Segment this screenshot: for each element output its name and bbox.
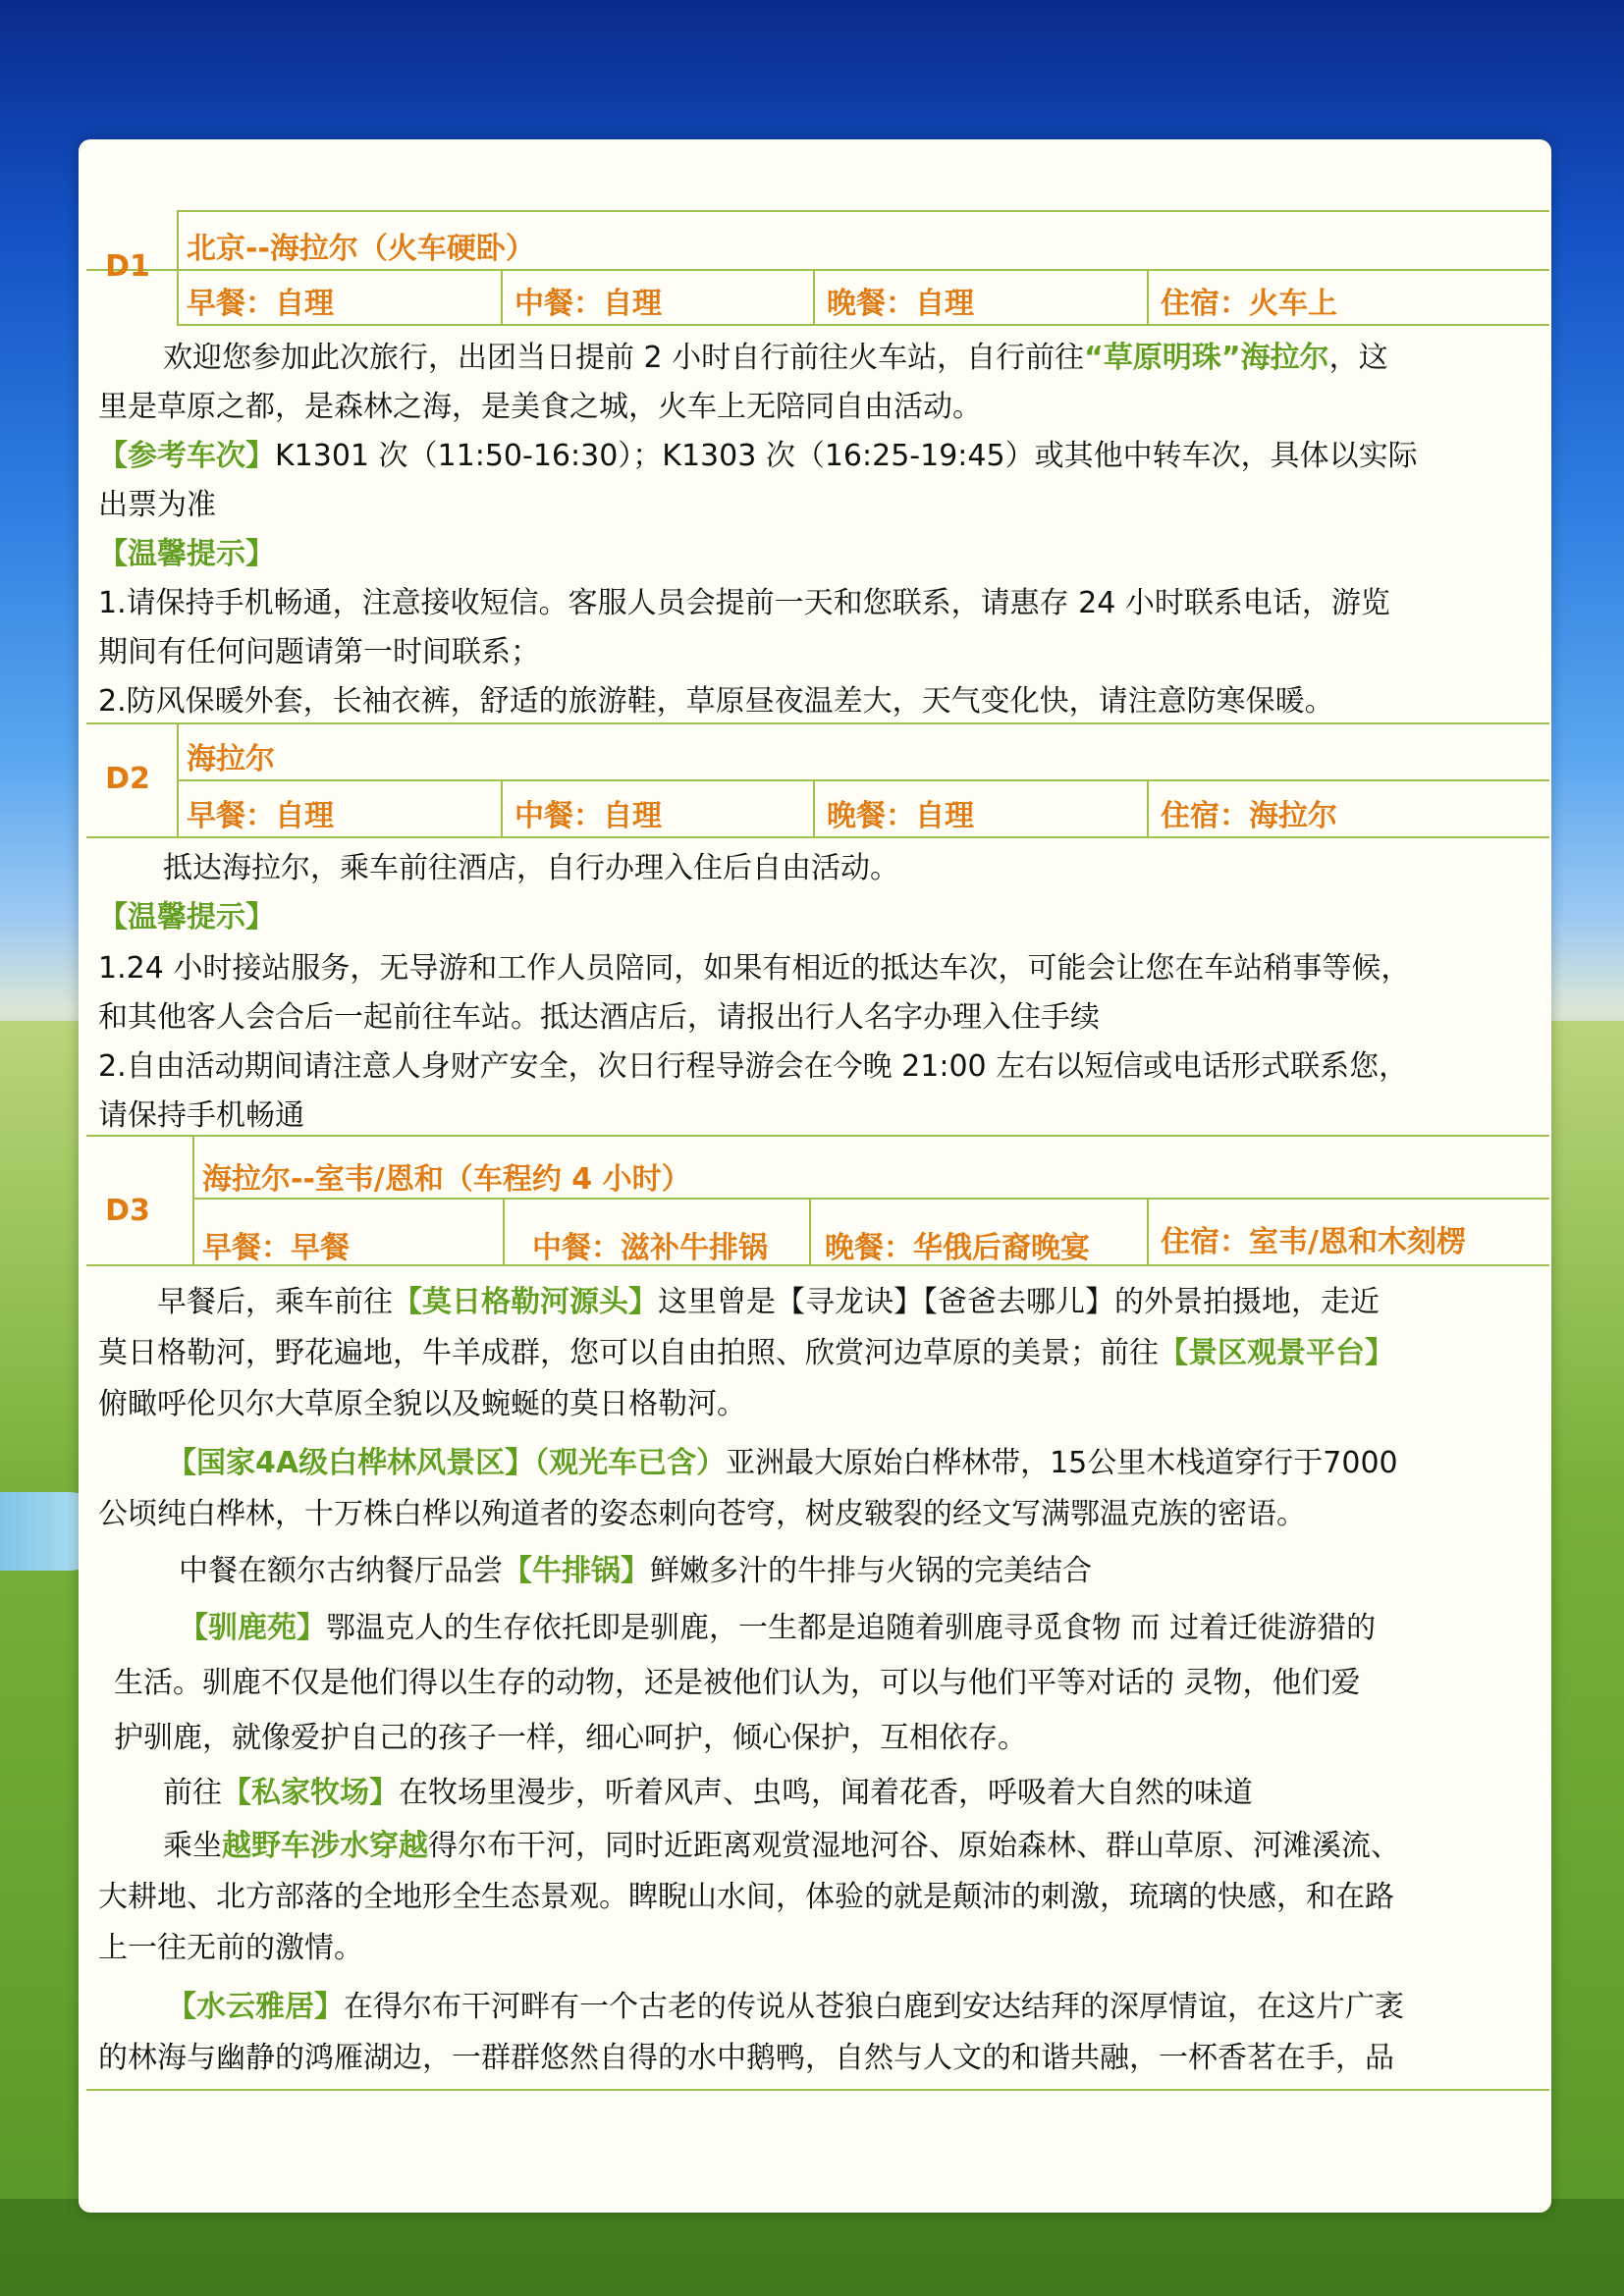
rule (503, 1198, 505, 1266)
dinner-info: 晚餐：华俄后裔晚宴 (825, 1231, 1090, 1265)
day-title: 北京--海拉尔（火车硬卧） (187, 232, 535, 266)
breakfast-info: 早餐：自理 (187, 287, 334, 321)
train-tag: 【参考车次】 (98, 439, 275, 473)
rule (813, 779, 815, 838)
activity-paragraph: 早餐后，乘车前往【莫日格勒河源头】这里曾是【寻龙诀】【爸爸去哪儿】的外景拍摄地，走近 (157, 1285, 1380, 1319)
dinner-info: 晚餐：自理 (827, 799, 974, 833)
highlight: 【莫日格勒河源头】 (393, 1285, 658, 1319)
rule (177, 210, 1549, 212)
tip-item: 2.自由活动期间请注意人身财产安全，次日行程导游会在今晚 21:00 左右以短信或电话形式联系您， (98, 1049, 1409, 1084)
rule (809, 1198, 811, 1266)
day-label: D3 (105, 1194, 150, 1228)
rule (86, 722, 1549, 724)
activity-paragraph: 上一往无前的激情。 (98, 1931, 363, 1965)
tip-item: 期间有任何问题请第一时间联系； (98, 635, 540, 669)
lodging-info: 住宿：火车上 (1161, 287, 1337, 321)
tip-item: 请保持手机畅通 (98, 1098, 304, 1133)
intro-paragraph: 抵达海拉尔，乘车前往酒店，自行办理入住后自由活动。 (163, 851, 899, 885)
train-info: 出票为准 (98, 488, 216, 522)
highlight: 【牛排锅】 (503, 1554, 650, 1588)
activity-paragraph: 生活。驯鹿不仅是他们得以生存的动物，还是被他们认为，可以与他们平等对话的 灵物，他们爱 (114, 1666, 1361, 1700)
rule (177, 210, 179, 326)
activity-paragraph: 护驯鹿，就像爱护自己的孩子一样，细心呵护，倾心保护，互相依存。 (114, 1721, 1027, 1755)
rule (192, 1135, 194, 1266)
lodging-info: 住宿：室韦/恩和木刻楞 (1161, 1225, 1466, 1259)
highlight: 【私家牧场】 (222, 1776, 399, 1810)
rule (177, 324, 1549, 326)
tip-item: 1.请保持手机畅通，注意接收短信。客服人员会提前一天和您联系，请惠存 24 小时联系电话，游览 (98, 586, 1390, 620)
tip-item: 1.24 小时接站服务，无导游和工作人员陪同，如果有相近的抵达车次，可能会让您在车站稍事等候， (98, 951, 1411, 986)
rule (86, 269, 1549, 271)
highlight: 【驯鹿苑】 (179, 1611, 326, 1645)
rule (501, 269, 503, 326)
highlight: “草原明珠”海拉尔 (1084, 341, 1329, 375)
rule (177, 722, 179, 838)
rule (813, 269, 815, 326)
tips-heading: 【温馨提示】 (98, 900, 275, 934)
dinner-info: 晚餐：自理 (827, 287, 974, 321)
highlight: 【国家4A级白桦林风景区】（观光车已含） (167, 1446, 727, 1480)
rule (86, 1135, 1549, 1137)
activity-paragraph: 乘坐越野车涉水穿越得尔布干河，同时近距离观赏湿地河谷、原始森林、群山草原、河滩溪流、 (163, 1829, 1400, 1863)
activity-paragraph: 【国家4A级白桦林风景区】（观光车已含）亚洲最大原始白桦林带，15公里木栈道穿行于7000 (167, 1446, 1398, 1480)
rule (86, 2089, 1549, 2091)
lunch-info: 中餐：自理 (514, 799, 662, 833)
day-title: 海拉尔 (187, 742, 275, 776)
tip-item: 和其他客人会合后一起前往车站。抵达酒店后，请报出行人名字办理入住手续 (98, 1000, 1100, 1035)
tips-heading: 【温馨提示】 (98, 537, 275, 571)
rule (501, 779, 503, 838)
highlight: 【景区观景平台】 (1159, 1336, 1394, 1370)
rule (177, 779, 1549, 781)
breakfast-info: 早餐：早餐 (202, 1231, 350, 1265)
activity-paragraph: 【驯鹿苑】鄂温克人的生存依托即是驯鹿，一生都是追随着驯鹿寻觅食物 而 过着迁徙游猎的 (179, 1611, 1377, 1645)
grassland-background-left (0, 1021, 88, 2199)
intro-paragraph: 里是草原之都，是森林之海，是美食之城，火车上无陪同自由活动。 (98, 390, 982, 424)
activity-paragraph: 俯瞰呼伦贝尔大草原全貌以及蜿蜒的莫日格勒河。 (98, 1387, 746, 1421)
rule (1147, 779, 1149, 838)
tip-item: 2.防风保暖外套，长袖衣裤，舒适的旅游鞋，草原昼夜温差大，天气变化快，请注意防寒保暖。 (98, 684, 1334, 719)
rule (1147, 269, 1149, 326)
highlight: 越野车涉水穿越 (222, 1829, 428, 1863)
activity-paragraph: 的林海与幽静的鸿雁湖边，一群群悠然自得的水中鹅鸭，自然与人文的和谐共融，一杯香茗在手，品 (98, 2041, 1394, 2075)
activity-paragraph: 前往【私家牧场】在牧场里漫步，听着风声、虫鸣，闻着花香，呼吸着大自然的味道 (163, 1776, 1253, 1810)
rule (192, 1198, 1549, 1200)
rule (86, 836, 1549, 838)
intro-paragraph: 欢迎您参加此次旅行，出团当日提前 2 小时自行前往火车站，自行前往“草原明珠”海拉尔，这 (163, 341, 1388, 375)
highlight: 【水云雅居】 (167, 1990, 344, 2024)
activity-paragraph: 莫日格勒河，野花遍地，牛羊成群，您可以自由拍照、欣赏河边草原的美景；前往【景区观景平台】 (98, 1336, 1394, 1370)
lodging-info: 住宿：海拉尔 (1161, 799, 1337, 833)
day-label: D2 (105, 762, 150, 796)
activity-paragraph: 大耕地、北方部落的全地形全生态景观。睥睨山水间，体验的就是颠沛的刺激，琉璃的快感，和在路 (98, 1880, 1394, 1914)
rule (1147, 1198, 1149, 1266)
day-title: 海拉尔--室韦/恩和（车程约 4 小时） (202, 1162, 691, 1197)
train-info: 【参考车次】K1301 次（11:50-16:30）；K1303 次（16:25-19:45）或其他中转车次，具体以实际 (98, 439, 1418, 473)
activity-paragraph: 公顷纯白桦林，十万株白桦以殉道者的姿态刺向苍穹，树皮皲裂的经文写满鄂温克族的密语。 (98, 1497, 1306, 1531)
lunch-info: 中餐：自理 (514, 287, 662, 321)
lunch-info: 中餐：滋补牛排锅 (532, 1231, 768, 1265)
day-label: D1 (105, 249, 150, 284)
activity-paragraph: 【水云雅居】在得尔布干河畔有一个古老的传说从苍狼白鹿到安达结拜的深厚情谊，在这片广袤 (167, 1990, 1404, 2024)
breakfast-info: 早餐：自理 (187, 799, 334, 833)
activity-paragraph: 中餐在额尔古纳餐厅品尝【牛排锅】鲜嫩多汁的牛排与火锅的完美结合 (179, 1554, 1092, 1588)
